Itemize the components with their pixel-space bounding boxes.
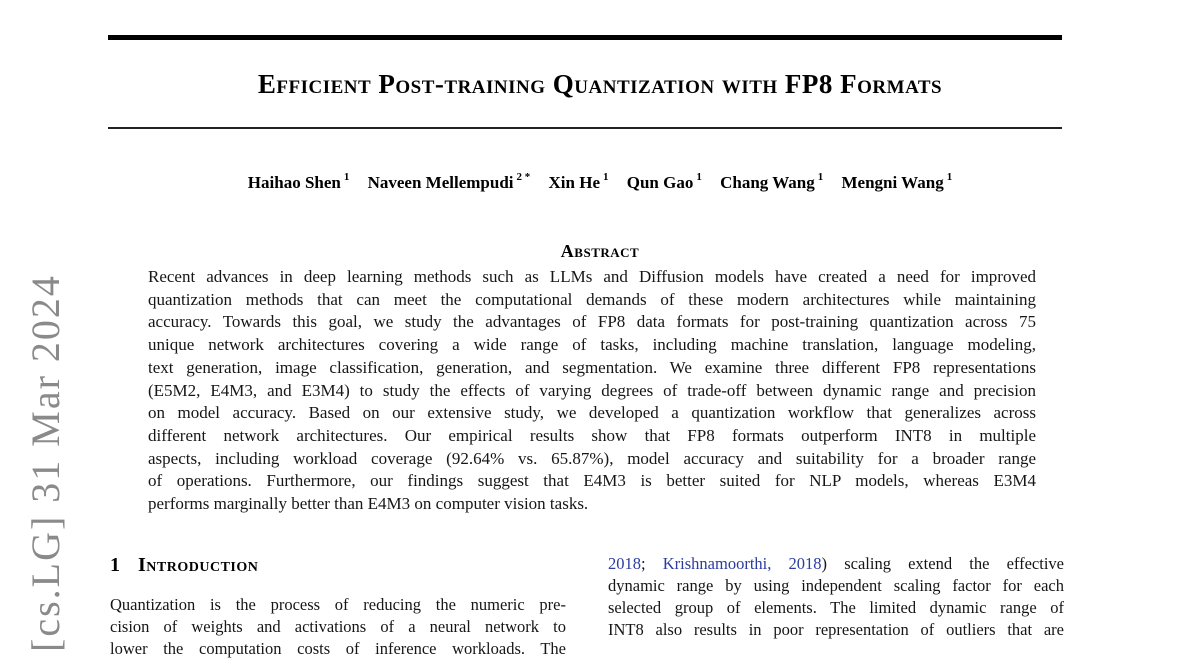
- author-superscript: 1: [696, 171, 702, 183]
- title-rule-top: [108, 35, 1062, 40]
- abstract-paragraph: [148, 266, 1036, 516]
- author-superscript: 1: [343, 171, 350, 183]
- author-name: Xin He: [548, 172, 600, 192]
- author-item: [368, 173, 531, 192]
- author-name: Naveen Mellempudi: [367, 172, 514, 192]
- author-superscript: 2 *: [516, 171, 531, 183]
- abstract-line: performs marginally better than E4M3 on computer vision tasks.: [148, 494, 589, 514]
- author-superscript: 1: [946, 171, 953, 183]
- abstract-line: unique network architectures covering a wide range of tasks, including machine translation, language modeling,: [148, 335, 1036, 355]
- authors-row: [0, 172, 1200, 193]
- abstract-line: quantization methods that can meet the computational demands of these modern architectures while maintaining: [148, 289, 1036, 309]
- abstract-line: accuracy. Towards this goal, we study the advantages of FP8 data formats for post-training quantization across 75: [148, 312, 1036, 332]
- author-item: [627, 173, 702, 192]
- body-line: dynamic range by using independent scaling factor for each: [608, 576, 1064, 595]
- citation-link[interactable]: 2018: [608, 554, 641, 573]
- body-text: ) scaling extend the effective: [821, 554, 1064, 573]
- body-line: [608, 553, 1064, 575]
- body-line: Quantization is the process of reducing the numeric pre-: [110, 595, 566, 614]
- section-title: Introduction: [138, 554, 259, 576]
- abstract-heading: Abstract: [560, 241, 640, 261]
- author-superscript: 1: [603, 171, 609, 183]
- body-line: INT8 also results in poor representation of outliers that are: [608, 620, 1064, 639]
- abstract-line: text generation, image classification, generation, and segmentation. We examine three different FP8 representations: [148, 357, 1036, 377]
- author-name: Qun Gao: [626, 172, 694, 192]
- section-heading-introduction: [110, 554, 258, 577]
- abstract-line: Recent advances in deep learning methods such as LLMs and Diffusion models have created a need for improved: [148, 267, 1036, 286]
- author-name: Mengni Wang: [841, 172, 944, 192]
- author-item: [842, 173, 953, 192]
- paper-title: Efficient Post-training Quantization with FP8 Formats: [257, 69, 943, 99]
- author-name: Chang Wang: [720, 172, 815, 192]
- author-item: [248, 173, 350, 192]
- citation-link[interactable]: Krishnamoorthi, 2018: [662, 554, 822, 573]
- abstract-line: on model accuracy. Based on our extensive study, we developed a quantization workflow that generalizes across: [148, 403, 1036, 423]
- body-line: selected group of elements. The limited dynamic range of: [608, 598, 1064, 617]
- section-number: 1: [110, 554, 120, 576]
- body-line-clipped: lower the computation costs of inference workloads. The: [110, 638, 566, 658]
- author-item: [549, 173, 609, 192]
- body-line: cision of weights and activations of a neural network to: [110, 616, 566, 636]
- abstract-line: aspects, including workload coverage (92.64% vs. 65.87%), model accuracy and suitability for a broader range: [148, 448, 1036, 468]
- abstract-line: different network architectures. Our empirical results show that FP8 formats outperform INT8 in multiple: [148, 425, 1036, 445]
- author-superscript: 1: [817, 171, 824, 183]
- author-name: Haihao Shen: [247, 172, 341, 192]
- intro-paragraph-left-column: [110, 594, 566, 658]
- intro-paragraph-right-column: [608, 553, 1064, 648]
- author-item: [720, 173, 823, 192]
- body-text: ;: [641, 554, 663, 573]
- arxiv-watermark: [cs.LG] 31 Mar 2024: [23, 274, 68, 652]
- abstract-line: (E5M2, E4M3, and E3M4) to study the effects of varying degrees of trade-off between dynamic range and precision: [148, 380, 1036, 400]
- abstract-line: of operations. Furthermore, our findings suggest that E4M3 is better suited for NLP models, whereas E3M4: [148, 471, 1036, 491]
- title-rule-bottom: [108, 127, 1062, 129]
